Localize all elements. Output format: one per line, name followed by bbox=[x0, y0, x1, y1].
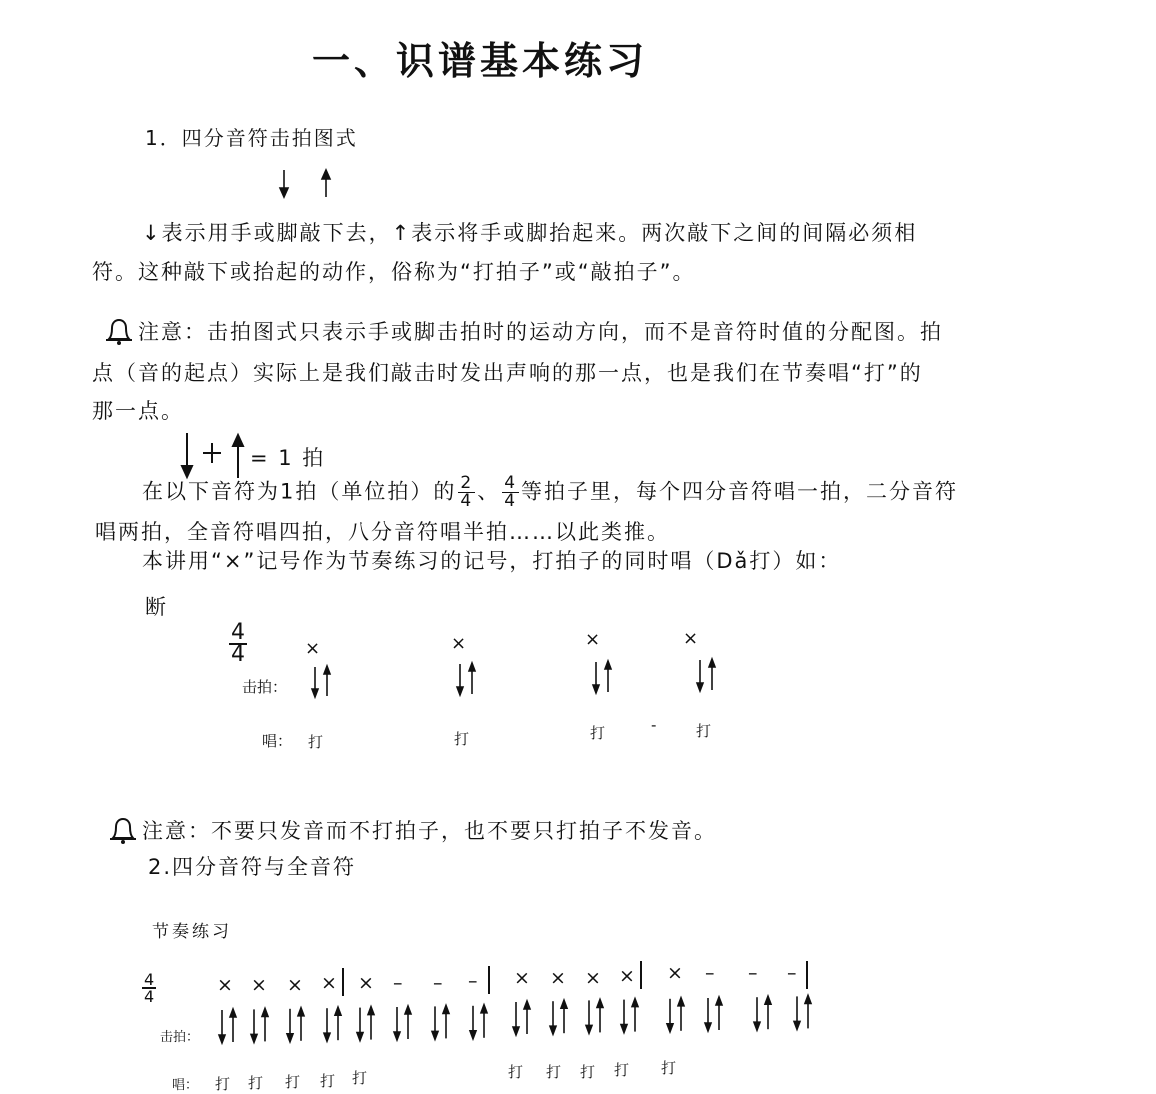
bell-icon bbox=[104, 317, 134, 350]
example-sing-label: 唱： bbox=[262, 732, 293, 750]
up-arrow-icon bbox=[262, 1008, 268, 1041]
down-arrow-icon bbox=[357, 1008, 363, 1041]
down-arrow-icon bbox=[324, 1008, 330, 1041]
up-arrow-icon bbox=[709, 659, 715, 690]
section-heading-2: 2.四分音符与全音符 bbox=[148, 855, 357, 879]
up-arrow-icon bbox=[443, 1005, 449, 1038]
up-arrow-icon bbox=[322, 170, 330, 197]
example-beat-arrows bbox=[312, 659, 715, 697]
example-x-mark: × bbox=[683, 628, 699, 649]
example-syllable: 打 bbox=[308, 733, 324, 751]
exercise-syllable: 打 bbox=[215, 1075, 231, 1093]
exercise-syllable: 打 bbox=[508, 1063, 524, 1081]
time-sig-num: 4 bbox=[231, 620, 245, 645]
section-heading-1: 1．四分音符击拍图式 bbox=[145, 126, 358, 150]
plus-icon bbox=[203, 443, 221, 463]
down-arrow-icon bbox=[794, 996, 800, 1029]
tie-dash: – bbox=[787, 962, 797, 984]
note-x-mark: × bbox=[287, 974, 303, 996]
exercise-syllable: 打 bbox=[248, 1074, 264, 1092]
up-arrow-icon bbox=[597, 999, 603, 1032]
exercise-syllable: 打 bbox=[614, 1061, 630, 1079]
note-1-line-3: 那一点。 bbox=[92, 399, 184, 423]
down-arrow-icon bbox=[280, 170, 288, 197]
example-x-mark: × bbox=[585, 629, 601, 650]
para-2-line-1 bbox=[142, 475, 958, 510]
example-x-mark: × bbox=[305, 638, 321, 659]
note-1-line-1 bbox=[104, 316, 943, 350]
exercise-syllable: 打 bbox=[352, 1069, 368, 1087]
up-arrow-icon bbox=[335, 1007, 341, 1040]
exercise-syllable: 打 bbox=[661, 1059, 677, 1077]
frac-num: 2 bbox=[460, 473, 474, 493]
up-arrow-icon bbox=[298, 1008, 304, 1041]
down-arrow-icon bbox=[457, 664, 463, 695]
note-2-text: 注意：不要只发音而不打拍子，也不要只打拍子不发音。 bbox=[142, 819, 717, 843]
tie-dash: – bbox=[433, 972, 443, 994]
example-syllable: 打 bbox=[590, 724, 606, 742]
note-x-mark: × bbox=[217, 974, 233, 996]
explain-line-2: 符。这种敲下或抬起的动作，俗称为“打拍子”或“敲拍子”。 bbox=[92, 260, 696, 284]
down-arrow-icon bbox=[394, 1007, 400, 1040]
down-arrow-icon bbox=[550, 1001, 556, 1034]
example-time-signature bbox=[229, 620, 247, 667]
para-2-part-2: 等拍子里，每个四分音符唱一拍，二分音符 bbox=[521, 479, 959, 504]
frac-num: 4 bbox=[504, 473, 518, 493]
para-2-part-1: 在以下音符为1拍（单位拍）的 bbox=[142, 479, 457, 504]
bell-icon bbox=[108, 816, 138, 849]
eq-down-arrow-icon bbox=[182, 433, 192, 477]
time-sig-num: 4 bbox=[144, 970, 155, 989]
down-arrow-icon bbox=[287, 1009, 293, 1042]
exercise-beat-arrows bbox=[219, 995, 811, 1043]
exercise-time-signature bbox=[142, 972, 156, 1004]
note-x-mark: × bbox=[251, 974, 267, 996]
note-1-text: 注意：击拍图式只表示手或脚击拍时的运动方向，而不是音符时值的分配图。拍 bbox=[138, 320, 943, 344]
eq-up-arrow-icon bbox=[233, 435, 243, 478]
equation-text: = 1 拍 bbox=[250, 446, 326, 470]
note-1-line-2: 点（音的起点）实际上是我们敲击时发出声响的那一点，也是我们在节奏唱“打”的 bbox=[92, 361, 923, 385]
fraction-4-4 bbox=[502, 475, 519, 510]
example-dash: - bbox=[651, 716, 657, 734]
down-arrow-icon bbox=[697, 660, 703, 691]
note-x-mark: × bbox=[321, 972, 337, 994]
page-title: 一、识谱基本练习 bbox=[312, 39, 649, 83]
time-sig-den: 4 bbox=[231, 642, 245, 667]
frac-den: 4 bbox=[504, 491, 518, 511]
down-arrow-icon bbox=[219, 1010, 225, 1043]
up-arrow-icon bbox=[805, 995, 811, 1028]
note-2-line bbox=[108, 815, 717, 849]
down-arrow-icon bbox=[667, 999, 673, 1032]
up-arrow-icon bbox=[481, 1005, 487, 1038]
exercise-beat-label: 击拍： bbox=[160, 1030, 200, 1045]
up-arrow-icon bbox=[605, 661, 611, 692]
frac-den: 4 bbox=[460, 491, 474, 511]
exercise-syllable: 打 bbox=[580, 1063, 596, 1081]
note-x-mark: × bbox=[550, 967, 566, 989]
tie-dash: – bbox=[705, 962, 715, 984]
note-x-mark: × bbox=[358, 972, 374, 994]
tie-dash: – bbox=[468, 970, 478, 992]
down-arrow-icon bbox=[251, 1009, 257, 1042]
tie-dash: – bbox=[748, 962, 758, 984]
exercise-syllable: 打 bbox=[320, 1072, 336, 1090]
down-arrow-icon bbox=[470, 1006, 476, 1039]
up-arrow-icon bbox=[678, 998, 684, 1031]
example-beat-label: 击拍： bbox=[242, 678, 288, 696]
up-arrow-icon bbox=[368, 1007, 374, 1040]
down-arrow-icon bbox=[513, 1002, 519, 1035]
barlines bbox=[343, 961, 807, 996]
up-arrow-icon bbox=[524, 1001, 530, 1034]
note-x-mark: × bbox=[667, 962, 683, 984]
down-arrow-icon bbox=[586, 1000, 592, 1033]
example-syllable: 打 bbox=[454, 730, 470, 748]
explain-line-1: ↓表示用手或脚敲下去，↑表示将手或脚抬起来。两次敲下之间的间隔必须相 bbox=[142, 221, 918, 245]
fraction-2-4 bbox=[458, 475, 475, 510]
up-arrow-icon bbox=[469, 663, 475, 694]
up-arrow-icon bbox=[716, 997, 722, 1030]
example-syllable: 打 bbox=[696, 722, 712, 740]
down-arrow-icon bbox=[621, 1000, 627, 1033]
note-x-mark: × bbox=[619, 965, 635, 987]
up-arrow-icon bbox=[230, 1009, 236, 1042]
time-sig-den: 4 bbox=[144, 987, 155, 1006]
up-arrow-icon bbox=[324, 666, 330, 696]
down-arrow-icon bbox=[593, 662, 599, 693]
note-x-mark: × bbox=[514, 967, 530, 989]
exercise-title: 节奏练习 bbox=[152, 922, 232, 942]
down-arrow-icon bbox=[705, 998, 711, 1031]
note-x-mark: × bbox=[585, 967, 601, 989]
example-x-mark: × bbox=[451, 633, 467, 654]
down-arrow-icon bbox=[432, 1006, 438, 1039]
exercise-sing-label: 唱： bbox=[172, 1078, 199, 1093]
para-2-line-2: 唱两拍，全音符唱四拍，八分音符唱半拍……以此类推。 bbox=[95, 520, 670, 544]
down-arrow-icon bbox=[312, 667, 318, 697]
tie-dash: – bbox=[393, 972, 403, 994]
down-arrow-icon bbox=[754, 997, 760, 1030]
para-3: 本讲用“×”记号作为节奏练习的记号，打拍子的同时唱（Dǎ打）如： bbox=[142, 549, 842, 573]
exercise-syllable: 打 bbox=[546, 1063, 562, 1081]
para-3-cont: 断 bbox=[145, 595, 168, 619]
up-arrow-icon bbox=[632, 999, 638, 1032]
up-arrow-icon bbox=[561, 1000, 567, 1033]
separator: 、 bbox=[477, 479, 501, 504]
exercise-syllable: 打 bbox=[285, 1073, 301, 1091]
up-arrow-icon bbox=[765, 996, 771, 1029]
up-arrow-icon bbox=[405, 1006, 411, 1039]
